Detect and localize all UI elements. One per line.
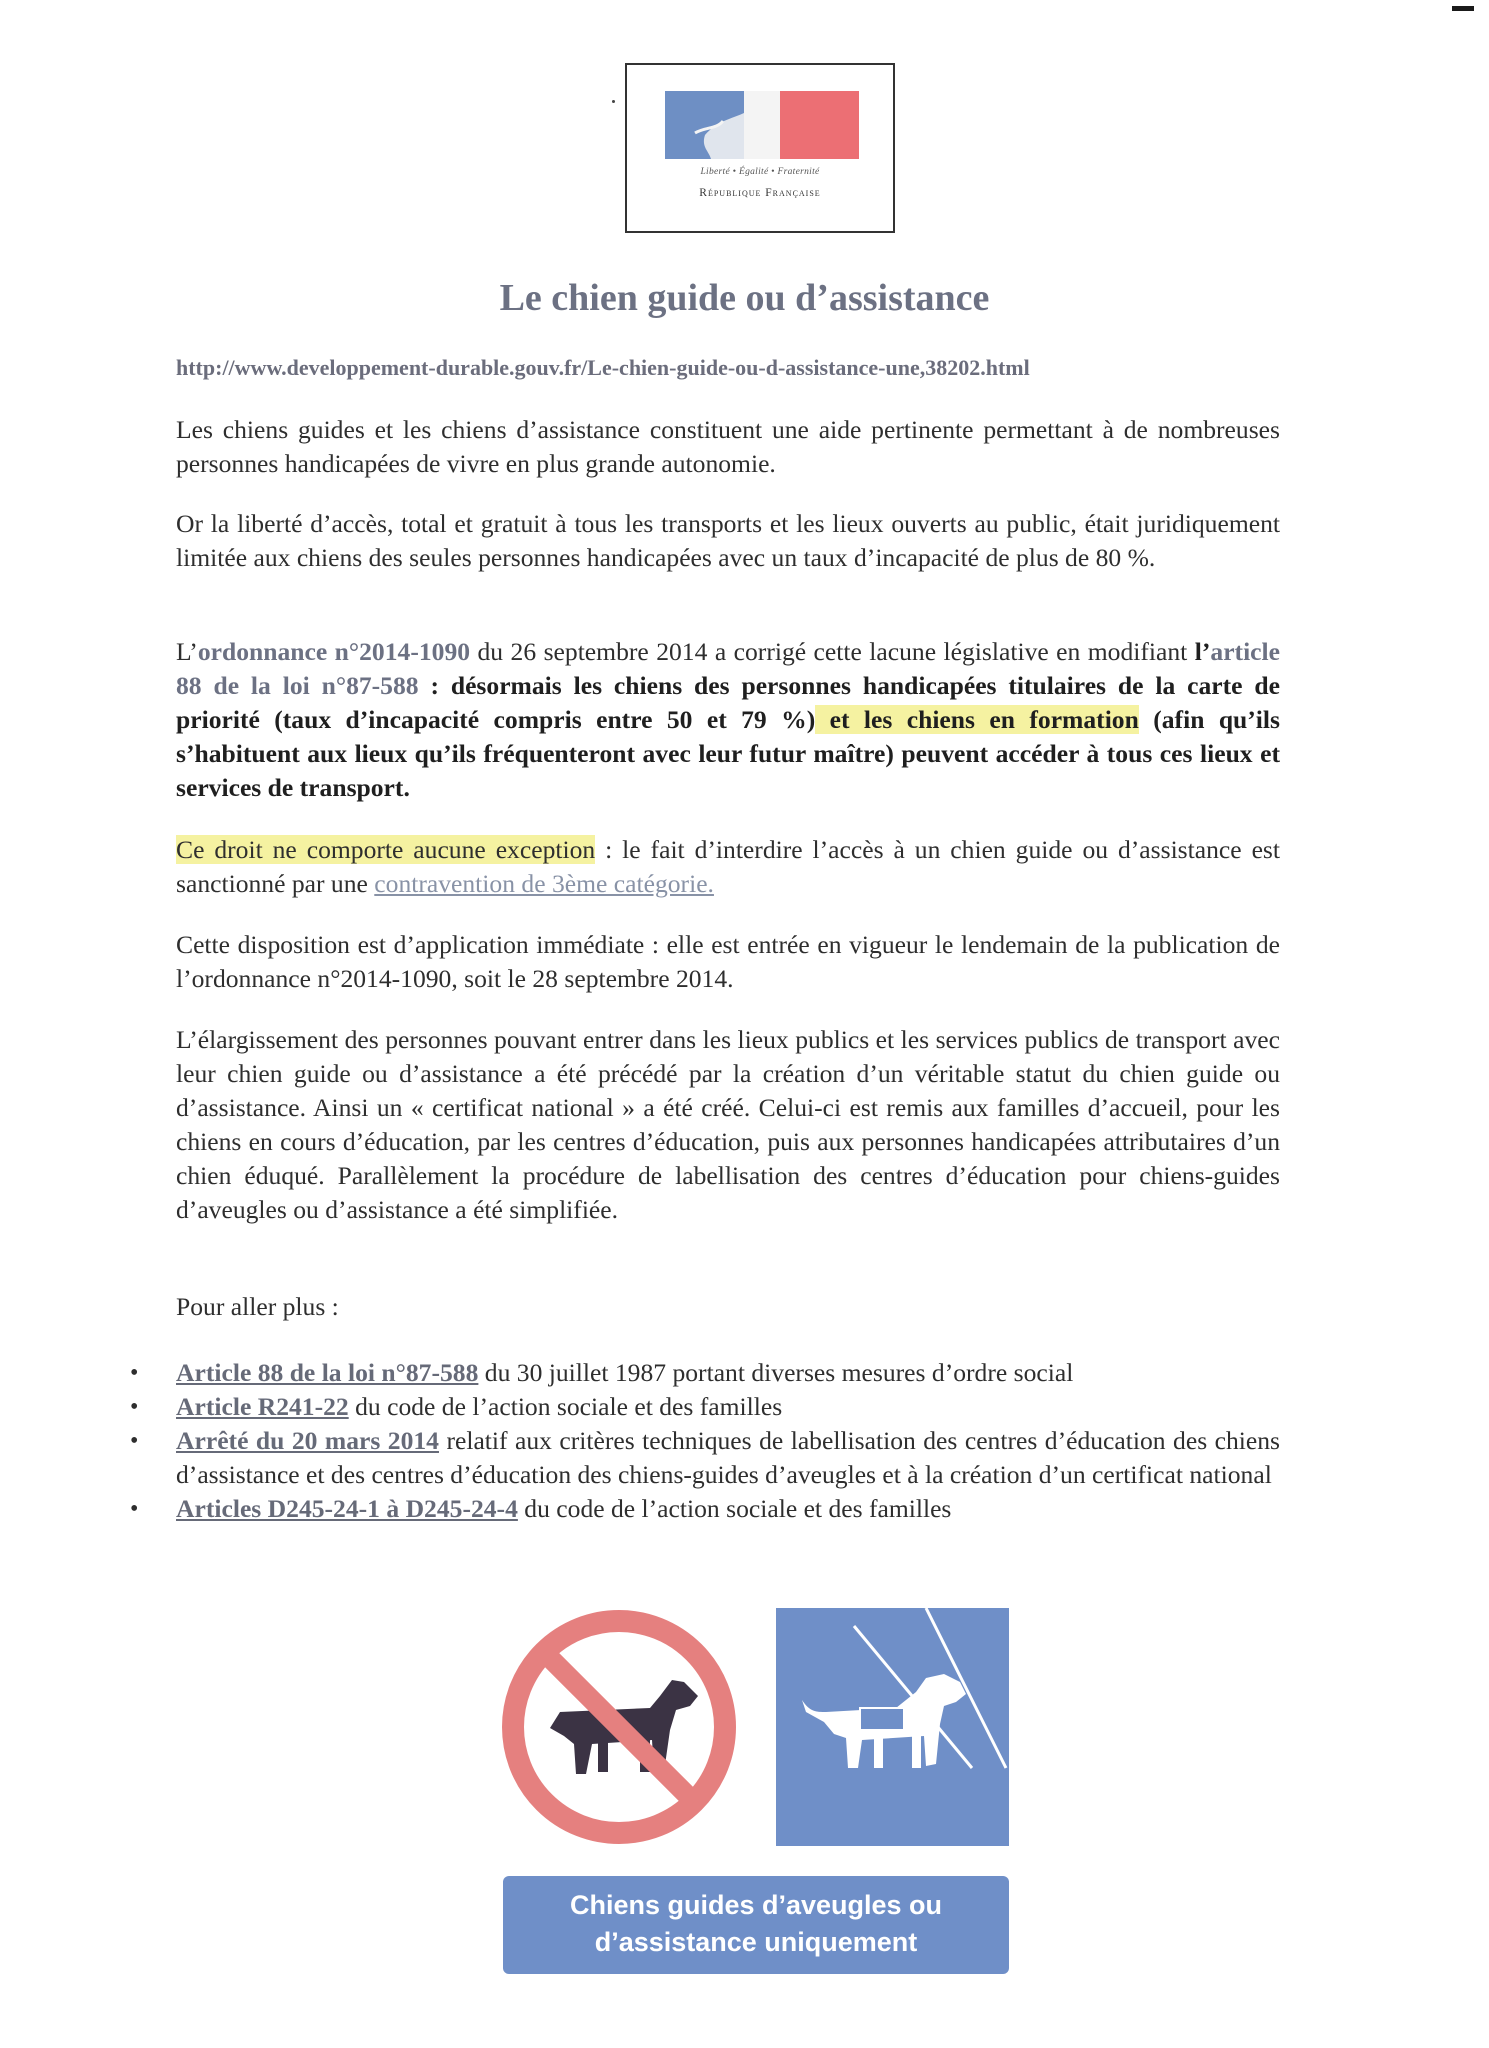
paragraph-exception <box>176 833 1280 901</box>
reference-link[interactable]: Articles D245-24-1 à D245-24-4 <box>176 1494 518 1523</box>
page-title: Le chien guide ou d’assistance <box>499 277 990 319</box>
highlighted-text: et les chiens en formation <box>815 705 1139 734</box>
flag-red-band <box>780 91 859 159</box>
text: : le fait d’interdire l’accès à un chien guide ou d’assistance est sanctionné par une <box>176 835 1280 898</box>
bullet-icon: • <box>130 1496 139 1522</box>
scan-mark <box>1452 6 1474 11</box>
list-item <box>130 1424 1280 1492</box>
bold-text: : désormais les chiens des personnes handicapées titulaires de la carte de priorité (taux d’incapacité compris entre 50 et 79 %) <box>176 671 1280 734</box>
reference-link[interactable]: Article 88 de la loi n°87-588 <box>176 1358 479 1387</box>
guide-dogs-only-caption <box>503 1876 1009 1974</box>
flag-white-band <box>744 91 780 159</box>
caption-line-1: Chiens guides d’aveugles ou <box>569 1890 943 1920</box>
guide-dog-icon <box>776 1608 1009 1846</box>
text: du 26 septembre 2014 a corrigé cette lacune législative en modifiant <box>470 637 1195 666</box>
list-item <box>130 1356 1280 1390</box>
paragraph-ordonnance <box>176 635 1280 805</box>
marianne-profile-icon <box>665 91 744 159</box>
paragraph-intro: Les chiens guides et les chiens d’assistance constituent une aide pertinente permettant à de nombreuses personnes handicapées de vivre en plus grande autonomie. <box>176 415 1280 478</box>
bullet-icon: • <box>130 1428 139 1454</box>
list-item <box>130 1492 1280 1526</box>
references-list <box>130 1356 1280 1526</box>
text: relatif aux critères techniques de labellisation des centres d’éducation des chiens d’assistance et des centres d’éducation des chiens-guides d’aveugles et à la création d’un certificat national <box>176 1426 1280 1489</box>
logo-motto: Liberté • Égalité • Fraternité <box>700 167 820 177</box>
contravention-link[interactable]: contravention de 3ème catégorie. <box>374 869 714 898</box>
text: du code de l’action sociale et des familles <box>348 1392 783 1421</box>
no-dogs-icon <box>500 1608 738 1846</box>
reference-link[interactable]: Article R241-22 <box>176 1392 349 1421</box>
logo-name: République Française <box>699 187 821 199</box>
paragraph-statut: L’élargissement des personnes pouvant entrer dans les lieux publics et les services publics de transport avec leur chien guide ou d’assistance a été précédé par la création d’un véritable statut du chien guide ou d’assistance. Ainsi un « certificat national » a été créé. Celui-ci est remis aux familles d’accueil, pour les chiens en cours d’éducation, par les centres d’éducation, puis aux personnes handicapées attributaires d’un chien éduqué. Parallèlement la procédure de labellisation des centres d’éducation pour chiens-guides d’aveugles ou d’assistance a été simplifiée. <box>176 1025 1280 1224</box>
paragraph-application: Cette disposition est d’application immédiate : elle est entrée en vigueur le lendemain de la publication de l’ordonnance n°2014-1090, soit le 28 septembre 2014. <box>176 930 1280 993</box>
ordonnance-reference: ordonnance n°2014-1090 <box>197 637 471 666</box>
paragraph-pour-aller-plus: Pour aller plus : <box>176 1292 339 1321</box>
bullet-icon: • <box>130 1360 139 1386</box>
article-88-reference: article 88 de la loi n°87-588 <box>176 637 1281 700</box>
text: L’ <box>176 637 198 666</box>
text: du code de l’action sociale et des familles <box>517 1494 952 1523</box>
marianne-flag-emblem <box>665 91 859 159</box>
text: l’ <box>1194 637 1211 666</box>
caption-line-2: d’assistance uniquement <box>594 1927 918 1957</box>
list-item <box>130 1390 1280 1424</box>
paragraph-access: Or la liberté d’accès, total et gratuit à tous les transports et les lieux ouverts au public, était juridiquement limitée aux chiens des seules personnes handicapées avec un taux d’incapacité de plus de 80 %. <box>176 509 1280 572</box>
republique-francaise-logo <box>625 63 895 233</box>
scan-dot <box>612 100 615 103</box>
bold-text: (afin qu’ils s’habituent aux lieux qu’ils fréquenteront avec leur futur maître) peuvent accéder à tous ces lieux et services de transport. <box>176 705 1280 802</box>
bullet-icon: • <box>130 1394 139 1420</box>
highlighted-text: Ce droit ne comporte aucune exception <box>176 835 596 864</box>
source-url-link[interactable]: http://www.developpement-durable.gouv.fr/Le-chien-guide-ou-d-assistance-une,38202.html <box>176 355 1030 380</box>
reference-link[interactable]: Arrêté du 20 mars 2014 <box>176 1426 439 1455</box>
flag-blue-band <box>665 91 744 159</box>
text: du 30 juillet 1987 portant diverses mesures d’ordre social <box>478 1358 1074 1387</box>
